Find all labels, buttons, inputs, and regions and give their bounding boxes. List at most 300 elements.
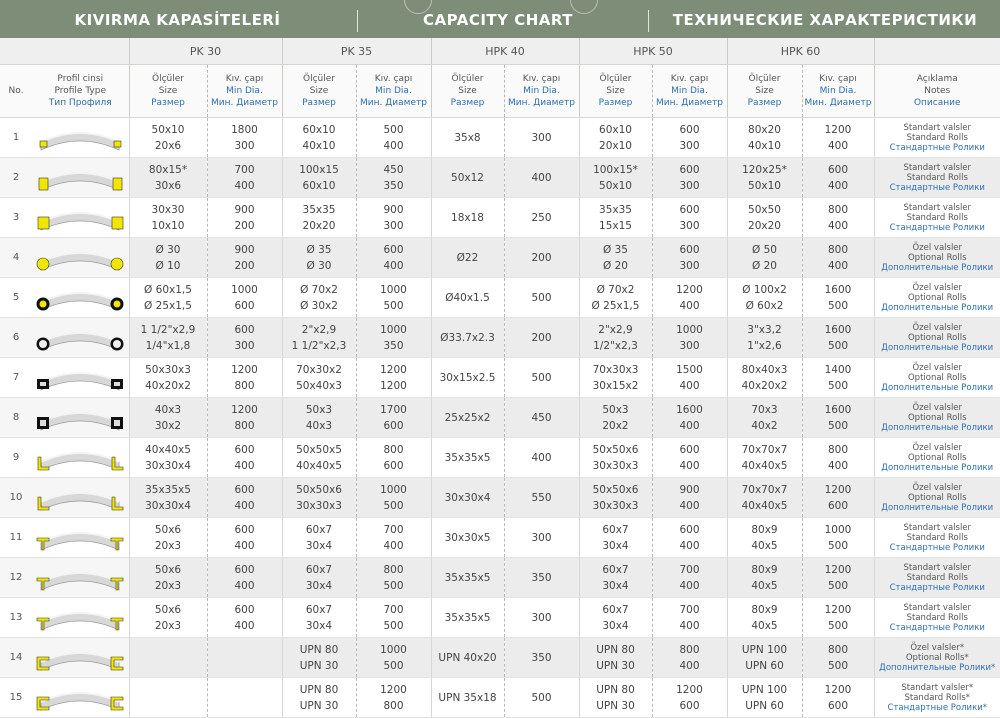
cell-value: 18x18	[432, 210, 504, 226]
min-dia-cell	[207, 478, 282, 518]
min-dia-cell	[504, 678, 579, 718]
cell-value: 80x9	[728, 602, 802, 618]
min-dia-cell	[356, 678, 431, 718]
note-tr: Özel valsler	[875, 323, 1000, 333]
header-label-en: Size	[432, 85, 504, 97]
cell-value: 50x10	[130, 122, 207, 138]
row-number: 9	[0, 438, 32, 478]
header-label-en: Min Dia.	[208, 85, 282, 97]
min-dia-cell	[504, 438, 579, 478]
cell-value: 30x4	[283, 618, 356, 634]
profile-upn-in-icon	[35, 680, 125, 716]
table-row	[0, 518, 1000, 558]
size-cell	[431, 518, 504, 558]
table-row	[0, 638, 1000, 678]
cell-value: 1200	[208, 402, 282, 418]
note-ru: Стандартные Ролики	[875, 223, 1000, 233]
cell-value: Ø 20	[728, 258, 802, 274]
cell-value: 50x10	[580, 178, 652, 194]
size-cell	[727, 118, 802, 158]
notes-cell	[874, 438, 1000, 478]
cell-value: 700	[208, 162, 282, 178]
cell-value: Ø 60x1,5	[130, 282, 207, 298]
min-dia-cell	[802, 278, 874, 318]
cell-value: UPN 30	[580, 698, 652, 714]
min-dia-cell	[356, 238, 431, 278]
cell-value: 60x7	[580, 602, 652, 618]
cell-value: 1200	[357, 362, 431, 378]
cell-value: UPN 80	[283, 682, 356, 698]
header-size	[431, 65, 504, 118]
size-cell	[727, 558, 802, 598]
cell-value: 60x7	[580, 562, 652, 578]
note-ru: Стандартные Ролики	[875, 143, 1000, 153]
note-ru: Стандартные Ролики	[875, 623, 1000, 633]
cell-value: 60x7	[580, 522, 652, 538]
min-dia-cell	[207, 238, 282, 278]
min-dia-cell	[652, 238, 727, 278]
group-header-row	[0, 38, 1000, 65]
note-en: Standard Rolls	[875, 173, 1000, 183]
size-cell	[579, 638, 652, 678]
min-dia-cell	[652, 278, 727, 318]
cell-value: 550	[505, 490, 579, 506]
cell-value: 700	[357, 602, 431, 618]
cell-value: 500	[803, 578, 874, 594]
cell-value: 20x3	[130, 578, 207, 594]
cell-value: 500	[505, 290, 579, 306]
size-cell	[129, 238, 207, 278]
group-header: PK 35	[282, 38, 431, 65]
min-dia-cell	[802, 478, 874, 518]
cell-value: 900	[208, 242, 282, 258]
row-number: 11	[0, 518, 32, 558]
header-label-tr: Ölçüler	[432, 73, 504, 85]
size-cell	[579, 238, 652, 278]
cell-value: 400	[803, 218, 874, 234]
header-label-tr: Kıv. çapı	[357, 73, 431, 85]
size-cell	[579, 558, 652, 598]
size-cell	[431, 638, 504, 678]
min-dia-cell	[802, 598, 874, 638]
profile-angle-out-icon	[35, 440, 125, 476]
group-header: HPK 60	[727, 38, 874, 65]
cell-value: 400	[653, 458, 727, 474]
cell-value: 50x6	[130, 522, 207, 538]
cell-value: 600	[653, 522, 727, 538]
profile-image	[32, 558, 129, 598]
size-cell	[282, 158, 356, 198]
cell-value: 600	[208, 562, 282, 578]
cell-value: 10x10	[130, 218, 207, 234]
note-tr: Özel valsler	[875, 243, 1000, 253]
cell-value: 70x30x2	[283, 362, 356, 378]
header-label-tr: Kıv. çapı	[803, 73, 874, 85]
header-label-en: Min Dia.	[505, 85, 579, 97]
size-cell	[282, 238, 356, 278]
header-label-tr: Kıv. çapı	[505, 73, 579, 85]
row-number: 10	[0, 478, 32, 518]
profile-image	[32, 278, 129, 318]
cell-value: 700	[653, 602, 727, 618]
cell-value: 25x25x2	[432, 410, 504, 426]
cell-value: 600	[208, 522, 282, 538]
header-label-tr: Kıv. çapı	[208, 73, 282, 85]
min-dia-cell	[207, 558, 282, 598]
header-label-tr: Ölçüler	[728, 73, 802, 85]
cell-value: 30x2	[130, 418, 207, 434]
cell-value: 50x50x5	[283, 442, 356, 458]
profile-flat-bar-yellow-icon	[35, 160, 125, 196]
note-en: Optional Rolls*	[875, 653, 1000, 663]
note-en: Optional Rolls	[875, 413, 1000, 423]
cell-value: 300	[208, 338, 282, 354]
cell-value: 50x10	[728, 178, 802, 194]
cell-value: 40x3	[283, 418, 356, 434]
min-dia-cell	[207, 318, 282, 358]
size-cell	[129, 558, 207, 598]
column-header-row	[0, 65, 1000, 118]
size-cell	[431, 678, 504, 718]
min-dia-cell	[356, 358, 431, 398]
cell-value: 40x5	[728, 618, 802, 634]
cell-value: 350	[505, 570, 579, 586]
note-tr: Standart valsler	[875, 203, 1000, 213]
size-cell	[129, 478, 207, 518]
cell-value: 700	[357, 522, 431, 538]
header-label-ru: Мин. Диаметр	[357, 97, 431, 109]
cell-value: 1200	[357, 682, 431, 698]
cell-value: 1700	[357, 402, 431, 418]
size-cell	[579, 158, 652, 198]
cell-value: 30x30x3	[283, 498, 356, 514]
size-cell	[431, 598, 504, 638]
cell-value: 30x30x5	[432, 530, 504, 546]
size-cell	[129, 318, 207, 358]
profile-round-bar-icon	[35, 240, 125, 276]
cell-value: 40x10	[283, 138, 356, 154]
cell-value: 30x4	[580, 578, 652, 594]
cell-value: 600	[653, 122, 727, 138]
profile-pipe-icon	[35, 320, 125, 356]
cell-value: UPN 100	[728, 682, 802, 698]
notes-cell	[874, 238, 1000, 278]
note-tr: Standart valsler	[875, 163, 1000, 173]
notes-cell	[874, 198, 1000, 238]
notes-cell	[874, 158, 1000, 198]
size-cell	[727, 438, 802, 478]
cell-value: 35x8	[432, 130, 504, 146]
profile-round-tube-icon	[35, 280, 125, 316]
cell-value: Ø33.7x2.3	[432, 330, 504, 346]
cell-value: UPN 30	[283, 698, 356, 714]
cell-value: 1000	[357, 322, 431, 338]
cell-value: UPN 80	[580, 682, 652, 698]
cell-value: 350	[505, 650, 579, 666]
cell-value: 600	[653, 162, 727, 178]
note-en: Optional Rolls	[875, 373, 1000, 383]
banner-title-en: CAPACITY CHART	[358, 0, 638, 38]
row-number: 14	[0, 638, 32, 678]
size-cell	[579, 198, 652, 238]
cell-value: 1000	[357, 642, 431, 658]
cell-value: 1000	[653, 322, 727, 338]
cell-value: 1200	[803, 602, 874, 618]
min-dia-cell	[504, 198, 579, 238]
cell-value: 800	[357, 562, 431, 578]
size-cell	[431, 558, 504, 598]
size-cell	[282, 518, 356, 558]
cell-value: 70x3	[728, 402, 802, 418]
cell-value: 1200	[803, 562, 874, 578]
cell-value: 600	[803, 698, 874, 714]
cell-value: Ø 25x1,5	[130, 298, 207, 314]
cell-value: 30x30x4	[130, 458, 207, 474]
capacity-table	[0, 38, 1000, 718]
note-ru: Стандартные Ролики	[875, 183, 1000, 193]
cell-value: 80x9	[728, 522, 802, 538]
table-row	[0, 278, 1000, 318]
notes-cell	[874, 278, 1000, 318]
profile-image	[32, 198, 129, 238]
note-ru: Дополнительные Ролики	[875, 263, 1000, 273]
size-cell	[431, 398, 504, 438]
row-number: 4	[0, 238, 32, 278]
header-label-ru: Размер	[580, 97, 652, 109]
cell-value: 500	[803, 418, 874, 434]
cell-value: 1800	[208, 122, 282, 138]
cell-value: Ø 70x2	[283, 282, 356, 298]
header-no: No.	[0, 65, 32, 118]
cell-value: 400	[357, 138, 431, 154]
row-number: 6	[0, 318, 32, 358]
size-cell	[431, 438, 504, 478]
size-cell	[727, 158, 802, 198]
size-cell	[727, 318, 802, 358]
header-label-ru: Мин. Диаметр	[803, 97, 874, 109]
size-cell	[282, 278, 356, 318]
note-tr: Özel valsler	[875, 363, 1000, 373]
notes-cell	[874, 318, 1000, 358]
table-row	[0, 398, 1000, 438]
min-dia-cell	[356, 478, 431, 518]
header-label-tr: Profil cinsi	[32, 73, 129, 85]
cell-value: 60x7	[283, 562, 356, 578]
group-header: PK 30	[129, 38, 282, 65]
min-dia-cell	[802, 318, 874, 358]
note-ru: Дополнительные Ролики	[875, 463, 1000, 473]
cell-value: 400	[208, 538, 282, 554]
note-en: Optional Rolls	[875, 293, 1000, 303]
min-dia-cell	[504, 358, 579, 398]
header-label-en: Min Dia.	[653, 85, 727, 97]
cell-value: 200	[505, 250, 579, 266]
cell-value: 500	[357, 498, 431, 514]
profile-image	[32, 118, 129, 158]
profile-image	[32, 358, 129, 398]
cell-value: 30x30x3	[580, 458, 652, 474]
cell-value: 60x10	[283, 178, 356, 194]
cell-value: 400	[653, 298, 727, 314]
min-dia-cell	[207, 358, 282, 398]
header-label-tr: Ölçüler	[283, 73, 356, 85]
size-cell	[129, 118, 207, 158]
header-label-en: Size	[580, 85, 652, 97]
size-cell	[282, 438, 356, 478]
min-dia-cell	[504, 478, 579, 518]
note-ru: Дополнительные Ролики	[875, 383, 1000, 393]
cell-value: 600	[208, 442, 282, 458]
row-number: 1	[0, 118, 32, 158]
cell-value: 40x40x5	[283, 458, 356, 474]
cell-value: 600	[653, 698, 727, 714]
size-cell	[727, 238, 802, 278]
size-cell	[129, 518, 207, 558]
cell-value: 1200	[803, 122, 874, 138]
cell-value: 120x25*	[728, 162, 802, 178]
cell-value: 300	[208, 138, 282, 154]
cell-value: 1/2"x2,3	[580, 338, 652, 354]
cell-value: 50x12	[432, 170, 504, 186]
row-number: 8	[0, 398, 32, 438]
cell-value: 600	[653, 442, 727, 458]
cell-value: 500	[803, 538, 874, 554]
size-cell	[431, 238, 504, 278]
min-dia-cell	[504, 518, 579, 558]
cell-value: 1600	[653, 402, 727, 418]
empty-cell	[32, 38, 129, 65]
size-cell	[431, 358, 504, 398]
header-label-ru: Описание	[875, 97, 1000, 109]
cell-value: 20x20	[283, 218, 356, 234]
cell-value: 500	[803, 338, 874, 354]
cell-value: 800	[803, 242, 874, 258]
note-en: Standard Rolls*	[875, 693, 1000, 703]
size-cell	[282, 118, 356, 158]
cell-value: 400	[208, 578, 282, 594]
size-cell	[727, 198, 802, 238]
cell-value: 1 1/2"x2,9	[130, 322, 207, 338]
min-dia-cell	[207, 638, 282, 678]
cell-value: 80x20	[728, 122, 802, 138]
size-cell	[129, 598, 207, 638]
header-label-en: Notes	[875, 85, 1000, 97]
note-en: Optional Rolls	[875, 253, 1000, 263]
note-tr: Özel valsler*	[875, 643, 1000, 653]
cell-value: 35x35x5	[432, 570, 504, 586]
group-header: HPK 40	[431, 38, 579, 65]
cell-value: Ø40x1.5	[432, 290, 504, 306]
note-en: Optional Rolls	[875, 333, 1000, 343]
cell-value: 800	[803, 442, 874, 458]
profile-tee-out-icon	[35, 520, 125, 556]
header-min-dia	[356, 65, 431, 118]
notes-cell	[874, 558, 1000, 598]
cell-value: 400	[208, 498, 282, 514]
cell-value: 1000	[208, 282, 282, 298]
cell-value: 300	[653, 178, 727, 194]
cell-value: 1500	[653, 362, 727, 378]
min-dia-cell	[207, 118, 282, 158]
header-size	[282, 65, 356, 118]
min-dia-cell	[504, 158, 579, 198]
cell-value: 900	[208, 202, 282, 218]
cell-value: 70x30x3	[580, 362, 652, 378]
min-dia-cell	[356, 318, 431, 358]
cell-value: 80x15*	[130, 162, 207, 178]
table-row	[0, 118, 1000, 158]
header-min-dia	[207, 65, 282, 118]
header-min-dia	[802, 65, 874, 118]
cell-value: 1200	[357, 378, 431, 394]
min-dia-cell	[652, 198, 727, 238]
cell-value: 30x30	[130, 202, 207, 218]
cell-value: 40x3	[130, 402, 207, 418]
cell-value: Ø 100x2	[728, 282, 802, 298]
cell-value: 700	[653, 562, 727, 578]
header-label-ru: Тип Профиля	[32, 97, 129, 109]
min-dia-cell	[652, 318, 727, 358]
cell-value: 50x6	[130, 602, 207, 618]
notes-cell	[874, 518, 1000, 558]
cell-value: Ø 20	[580, 258, 652, 274]
size-cell	[431, 278, 504, 318]
table-row	[0, 558, 1000, 598]
table-row	[0, 438, 1000, 478]
cell-value: 80x40x3	[728, 362, 802, 378]
header-label-en: Min Dia.	[357, 85, 431, 97]
cell-value: 600	[803, 498, 874, 514]
size-cell	[579, 478, 652, 518]
cell-value: Ø 60x2	[728, 298, 802, 314]
profile-square-bar-icon	[35, 200, 125, 236]
header-label-ru: Размер	[283, 97, 356, 109]
cell-value: 500	[357, 298, 431, 314]
row-number: 7	[0, 358, 32, 398]
empty-cell	[874, 38, 1000, 65]
cell-value: 20x20	[728, 218, 802, 234]
cell-value: 40x5	[728, 578, 802, 594]
min-dia-cell	[356, 518, 431, 558]
cell-value: 500	[357, 122, 431, 138]
row-number: 12	[0, 558, 32, 598]
min-dia-cell	[802, 518, 874, 558]
cell-value: 600	[357, 242, 431, 258]
min-dia-cell	[504, 638, 579, 678]
cell-value: 900	[653, 482, 727, 498]
cell-value: 40x40x5	[728, 458, 802, 474]
header-label-ru: Мин. Диаметр	[208, 97, 282, 109]
size-cell	[282, 558, 356, 598]
cell-value: 800	[208, 378, 282, 394]
header-label-tr: Ölçüler	[580, 73, 652, 85]
profile-image	[32, 638, 129, 678]
cell-value: 30x4	[580, 538, 652, 554]
title-banner	[0, 0, 1000, 38]
note-ru: Дополнительные Ролики	[875, 303, 1000, 313]
header-label-en: Min Dia.	[803, 85, 874, 97]
size-cell	[282, 678, 356, 718]
cell-value: UPN 40x20	[432, 650, 504, 666]
header-label-en: Profile Type	[32, 85, 129, 97]
header-label-en: Size	[130, 85, 207, 97]
cell-value: 50x3	[283, 402, 356, 418]
cell-value: 20x3	[130, 618, 207, 634]
cell-value: 900	[357, 202, 431, 218]
min-dia-cell	[652, 478, 727, 518]
banner-title-tr: KIVIRMA KAPASİTELERİ	[0, 0, 355, 38]
cell-value: 400	[208, 458, 282, 474]
